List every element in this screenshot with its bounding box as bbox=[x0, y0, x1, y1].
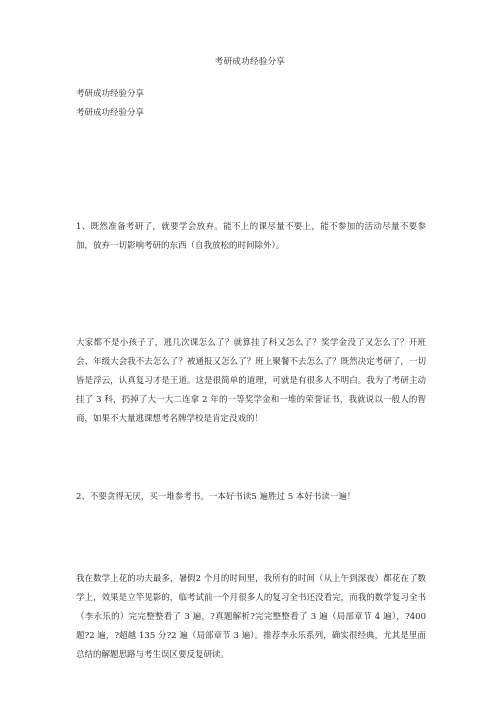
subtitle-1: 考研成功经验分享 bbox=[76, 89, 145, 99]
document-title: 考研成功经验分享 bbox=[214, 57, 286, 67]
paragraph-1: 1、既然准备考研了，就要学会放弃。能不上的课尽量不要上，能不参加的活动尽量不要参加，放弃一切影响考研的东西（自我放松的时间除外）。 bbox=[76, 222, 426, 251]
paragraph-4: 我在数学上花的功夫最多，暑假2 个月的时间里，我所有的时间（从上午到深夜）都花在了数学上，效果是立竿见影的，临考试前一个月很多人的复习全书还没看完，而我的数学复习全书（李永乐的）完完整整看了 3 遍，?真题解析?完完整整看了 3 遍（局部章节 4 遍），?400 题?2 遍，?超越 135 分?2 遍（局部章节 3 遍）。推荐李永乐系列，确实很经典，尤其是里面总结的解题思路与考生误区要反复研读。 bbox=[76, 574, 426, 660]
paragraph-2: 大家都不是小孩子了，逃几次课怎么了？就算挂了科又怎么了？奖学金没了又怎么了？开班会、年级大会我不去怎么了？被通报又怎么了？班上聚餐不去怎么了？既然决定考研了，一切皆是浮云，认真复习才是王道。这是很简单的道理，可就是有很多人不明白。我为了考研主动挂了 3 科，扔掉了大一大二连拿 2 年的一等奖学金和一堆的荣誉证书，我就说以一般人的智商，如果不大量逃课想考名牌学校是肯定没戏的！ bbox=[76, 338, 426, 424]
paragraph-3: 2、不要贪得无厌，买一堆参考书。一本好书读5 遍胜过 5 本好书读一遍！ bbox=[76, 492, 356, 502]
subtitle-2: 考研成功经验分享 bbox=[76, 108, 145, 118]
